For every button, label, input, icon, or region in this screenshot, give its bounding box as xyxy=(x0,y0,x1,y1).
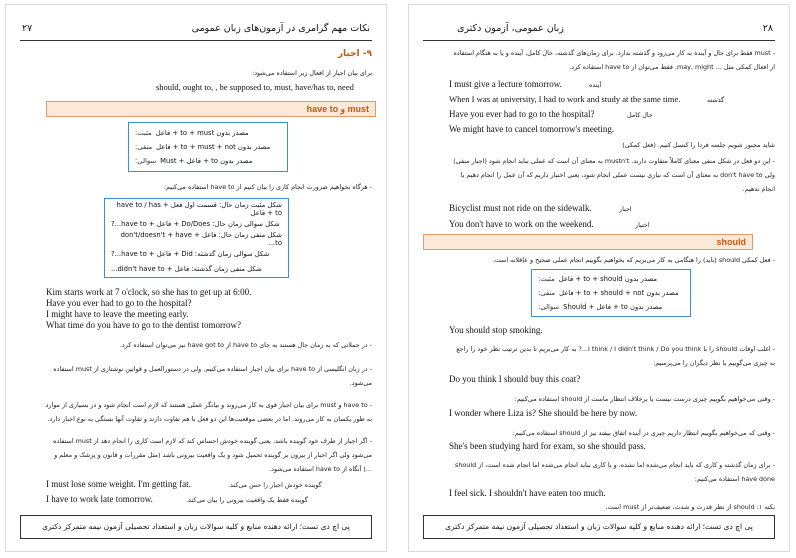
formula-row xyxy=(532,286,690,300)
note-have-got-to: - در جملاتی که به زمان حال هستند به جای have to از have got to نیز می‌توان استفاده کرد. xyxy=(119,341,372,349)
example-sentence: You don't have to work on the weekend. xyxy=(449,219,594,229)
must-section-header xyxy=(46,101,376,117)
example-sentence: Have you ever had to go to the hospital? xyxy=(46,298,192,308)
must-section-title: have to و must xyxy=(306,104,369,114)
example-sentence: I might have to leave the meeting early. xyxy=(46,309,189,319)
note-speaker-obligation-line1: - اگر اجبار از طرف خود گوینده باشد، یعنی گوینده خودش احساس کند که لازم است کاری را انجام دهد از must استفاده xyxy=(53,437,372,445)
should-think-line1: - اغلب اوقات should را با I think / I didn't think / Do you think...? به کار می‌بریم تا بدین ترتیب نظر خود را راجع xyxy=(456,345,775,353)
formula-text: مصدر بدون to + should + not + فاعل xyxy=(559,289,679,297)
example-sentence: I must give a lecture tomorrow. xyxy=(449,79,562,89)
example-must-note: گوینده خودش اجبار را حس می‌کند. xyxy=(228,481,322,489)
formula-text: شکل منفی زمان گذشته: فاعل + didn't have to... xyxy=(111,264,262,273)
formula-text: مصدر بدون to + must + فاعل xyxy=(155,129,249,137)
left-page xyxy=(5,4,387,552)
formula-row xyxy=(532,272,690,286)
formula-text: شکل سوالی زمان حال: Do/Does + فاعل + have to...? xyxy=(111,219,280,228)
page-header-title: نکات مهم گرامری در آزمون‌های زبان عمومی xyxy=(191,23,370,34)
example-note: اجبار xyxy=(619,205,632,213)
should-formula-box xyxy=(531,269,691,317)
have-to-formula-box xyxy=(104,198,289,278)
page-footer: پی اچ دی تست؛ ارائه دهنده منابع و کلیه سوالات زبان و استعداد تحصیلی آزمون نیمه متمرکز دکتری xyxy=(20,515,372,539)
note-should-strength: نکته ۱: should از نظر قدرت و شدت، ضعیف‌تر از must است. xyxy=(605,503,775,511)
should-think-line2: به چیزی می‌گوییم یا نظر دیگران را می‌پرسیم: xyxy=(653,359,775,367)
negative-meaning-line2: ولی don't have to به معنای آن است که نیازی نیست عملی انجام شود، یعنی اختیار داریم که آن عمل را انجام دهیم یا xyxy=(460,171,775,179)
page-header xyxy=(423,23,775,41)
formula-row xyxy=(105,201,288,216)
formula-row xyxy=(532,300,690,314)
section-title: ۹- اجبار xyxy=(337,49,372,59)
formula-row xyxy=(129,140,287,154)
must-formula-box xyxy=(128,122,288,172)
example-note: گذشته xyxy=(707,96,725,104)
formula-row xyxy=(105,231,288,246)
formula-label: مثبت: xyxy=(135,129,152,137)
note-must-written-line2: می‌شود. xyxy=(349,379,372,387)
note-must-written-line1: - در زبان انگلیسی از have to برای بیان اجبار استفاده می‌کنیم. ولی در دستورالعمل و قوانین نوشتاری از must استفاده xyxy=(53,365,372,373)
example-sentence: You should stop smoking. xyxy=(449,325,543,335)
example-note: اختیار xyxy=(635,221,650,229)
example-sentence: I feel sick. I shouldn't have eaten too much. xyxy=(449,488,606,498)
formula-text: شکل مثبت زمان حال: قسمت اول فعل + have to / has to + فاعل xyxy=(116,200,282,217)
formula-row xyxy=(105,261,288,276)
should-intro: - فعل کمکی should (باید) را هنگامی به کار می‌بریم که بخواهیم بگوییم انجام عملی صحیح و عاقلانه است. xyxy=(492,256,775,264)
formula-text: مصدر بدون to + فاعل + Must xyxy=(160,157,253,165)
formula-label: منفی: xyxy=(135,143,153,151)
example-sentence: What time do you have to go to the dentist tomorrow? xyxy=(46,320,241,330)
right-page xyxy=(408,4,790,552)
example-sentence: I wonder where Liza is? She should be here by now. xyxy=(449,408,638,418)
example-sentence: Have you ever had to go to the hospital? xyxy=(449,109,595,119)
example-sentence: We might have to cancel tomorrow's meeting. xyxy=(449,124,615,134)
example-sentence: When I was at university, I had to work and study at the same time. xyxy=(449,94,681,104)
example-sentence: Kim starts work at 7 o'clock, so she has to get up at 6:00. xyxy=(46,287,252,297)
example-have-to: I have to work late tomorrow. xyxy=(46,494,153,504)
formula-row xyxy=(105,246,288,261)
example-note: آینده xyxy=(589,81,602,89)
example-note-translation: شاید مجبور شویم جلسه فردا را کنسل کنیم. (فعل کمکی) xyxy=(622,141,775,149)
formula-row xyxy=(129,154,287,168)
formula-row xyxy=(105,216,288,231)
should-section-title: should xyxy=(716,237,746,247)
page-header-title: زبان عمومی، آزمون دکتری xyxy=(457,23,564,34)
must-usage-line2: از افعال کمکی مثل ... may, might, فقط می‌توان از have to استفاده کرد. xyxy=(569,63,775,71)
note-speaker-obligation-line3: ...) آنگاه از have to استفاده می‌شود. xyxy=(269,465,372,473)
note-strong-obligation-line2: به طور یکسان به کار می‌روند. اما در بعضی موقعیت‌ها این دو فعل با هم تفاوت دارند و تفاوت آنها بستگی به نوع اجبار دارد. xyxy=(47,415,372,423)
examples-block xyxy=(46,287,251,331)
formula-row xyxy=(129,126,287,140)
example-have-to-note: گوینده فقط یک واقعیت بیرونی را بیان می‌کند. xyxy=(186,496,308,504)
formula-text: مصدر بدون to + فاعل + Should xyxy=(563,303,663,311)
page-footer: پی اچ دی تست؛ ارائه دهنده منابع و کلیه سوالات زبان و استعداد تحصیلی آزمون نیمه متمرکز دکتری xyxy=(423,515,775,539)
negative-meaning-line1: - این دو فعل در شکل منفی معنای کاملاً متفاوت دارند. mustn't به معنای آن است که عملی نباید انجام شود (اجبار منفی) xyxy=(453,157,775,165)
have-to-note: - هرگاه بخواهیم ضرورت انجام کاری را بیان کنیم از have to استفاده می‌کنیم: xyxy=(163,183,372,191)
formula-label: سوالی: xyxy=(538,303,560,311)
should-future-note: - وقتی که می‌خواهیم بگوییم انتظار داریم چیزی در آینده اتفاق بیفتد نیز از should استفاده می‌کنیم: xyxy=(512,429,775,437)
example-sentence: Do you think I should buy this coat? xyxy=(449,374,581,384)
example-must: I must lose some weight. I'm getting fat. xyxy=(46,479,191,489)
should-past-line1: - برای زمان گذشته و کاری که باید انجام می‌شده اما نشده، و یا کاری نباید انجام می‌شده اما انجام شده است، از should xyxy=(454,461,775,469)
formula-label: منفی: xyxy=(538,289,556,297)
example-sentence: She's been studying hard for exam, so she should pass. xyxy=(449,441,646,451)
page-number: ۲۸ xyxy=(762,23,773,34)
note-strong-obligation-line1: - have to و must برای بیان اجبار قوی به کار می‌روند و بیانگر عملی هستند که لازم است انجام شود و در بسیاری از موارد xyxy=(45,401,372,409)
example-note: حال کامل xyxy=(627,111,653,119)
intro-text: برای بیان اجبار از افعال زیر استفاده می‌شود: xyxy=(252,69,372,77)
formula-text: شکل سوالی زمان گذشته: Did + فاعل + have to...? xyxy=(111,249,270,258)
note-speaker-obligation-line2: می‌شود ولی اگر اجبار از بیرون بر گوینده تحمیل شود و یک واقعیت بیرونی باشد (مثل مقررات و قانون و پزشک و معلم و xyxy=(54,451,372,459)
example-sentence: Bicyclist must not ride on the sidewalk. xyxy=(449,203,592,213)
page-header xyxy=(20,23,372,41)
formula-text: شکل منفی زمان حال: فاعل + don't/doesn't + have to... xyxy=(120,230,282,247)
formula-label: سوالی: xyxy=(135,157,157,165)
intro-verbs: should, ought to, , be supposed to, must, have/has to, need xyxy=(156,82,354,92)
must-usage-line1: - must فقط برای حال و آینده به کار می‌رود و گذشته ندارد. برای زمان‌های گذشته، حال کامل، آینده و یا به هنگام استفاده xyxy=(453,49,775,57)
should-past-line2: have done استفاده می‌کنیم: xyxy=(694,475,775,483)
should-section-header xyxy=(423,234,753,250)
formula-label: مثبت: xyxy=(538,275,555,283)
should-expectation-note: - وقتی می‌خواهیم بگوییم چیزی درست نیست یا برخلاف انتظار ماست از should استفاده می‌کنیم: xyxy=(514,395,775,403)
formula-text: مصدر بدون to + should + فاعل xyxy=(558,275,658,283)
formula-text: مصدر بدون to + must + not + فاعل xyxy=(156,143,271,151)
negative-meaning-line3: انجام ندهیم. xyxy=(742,185,775,193)
page-number: ۲۷ xyxy=(22,23,33,34)
